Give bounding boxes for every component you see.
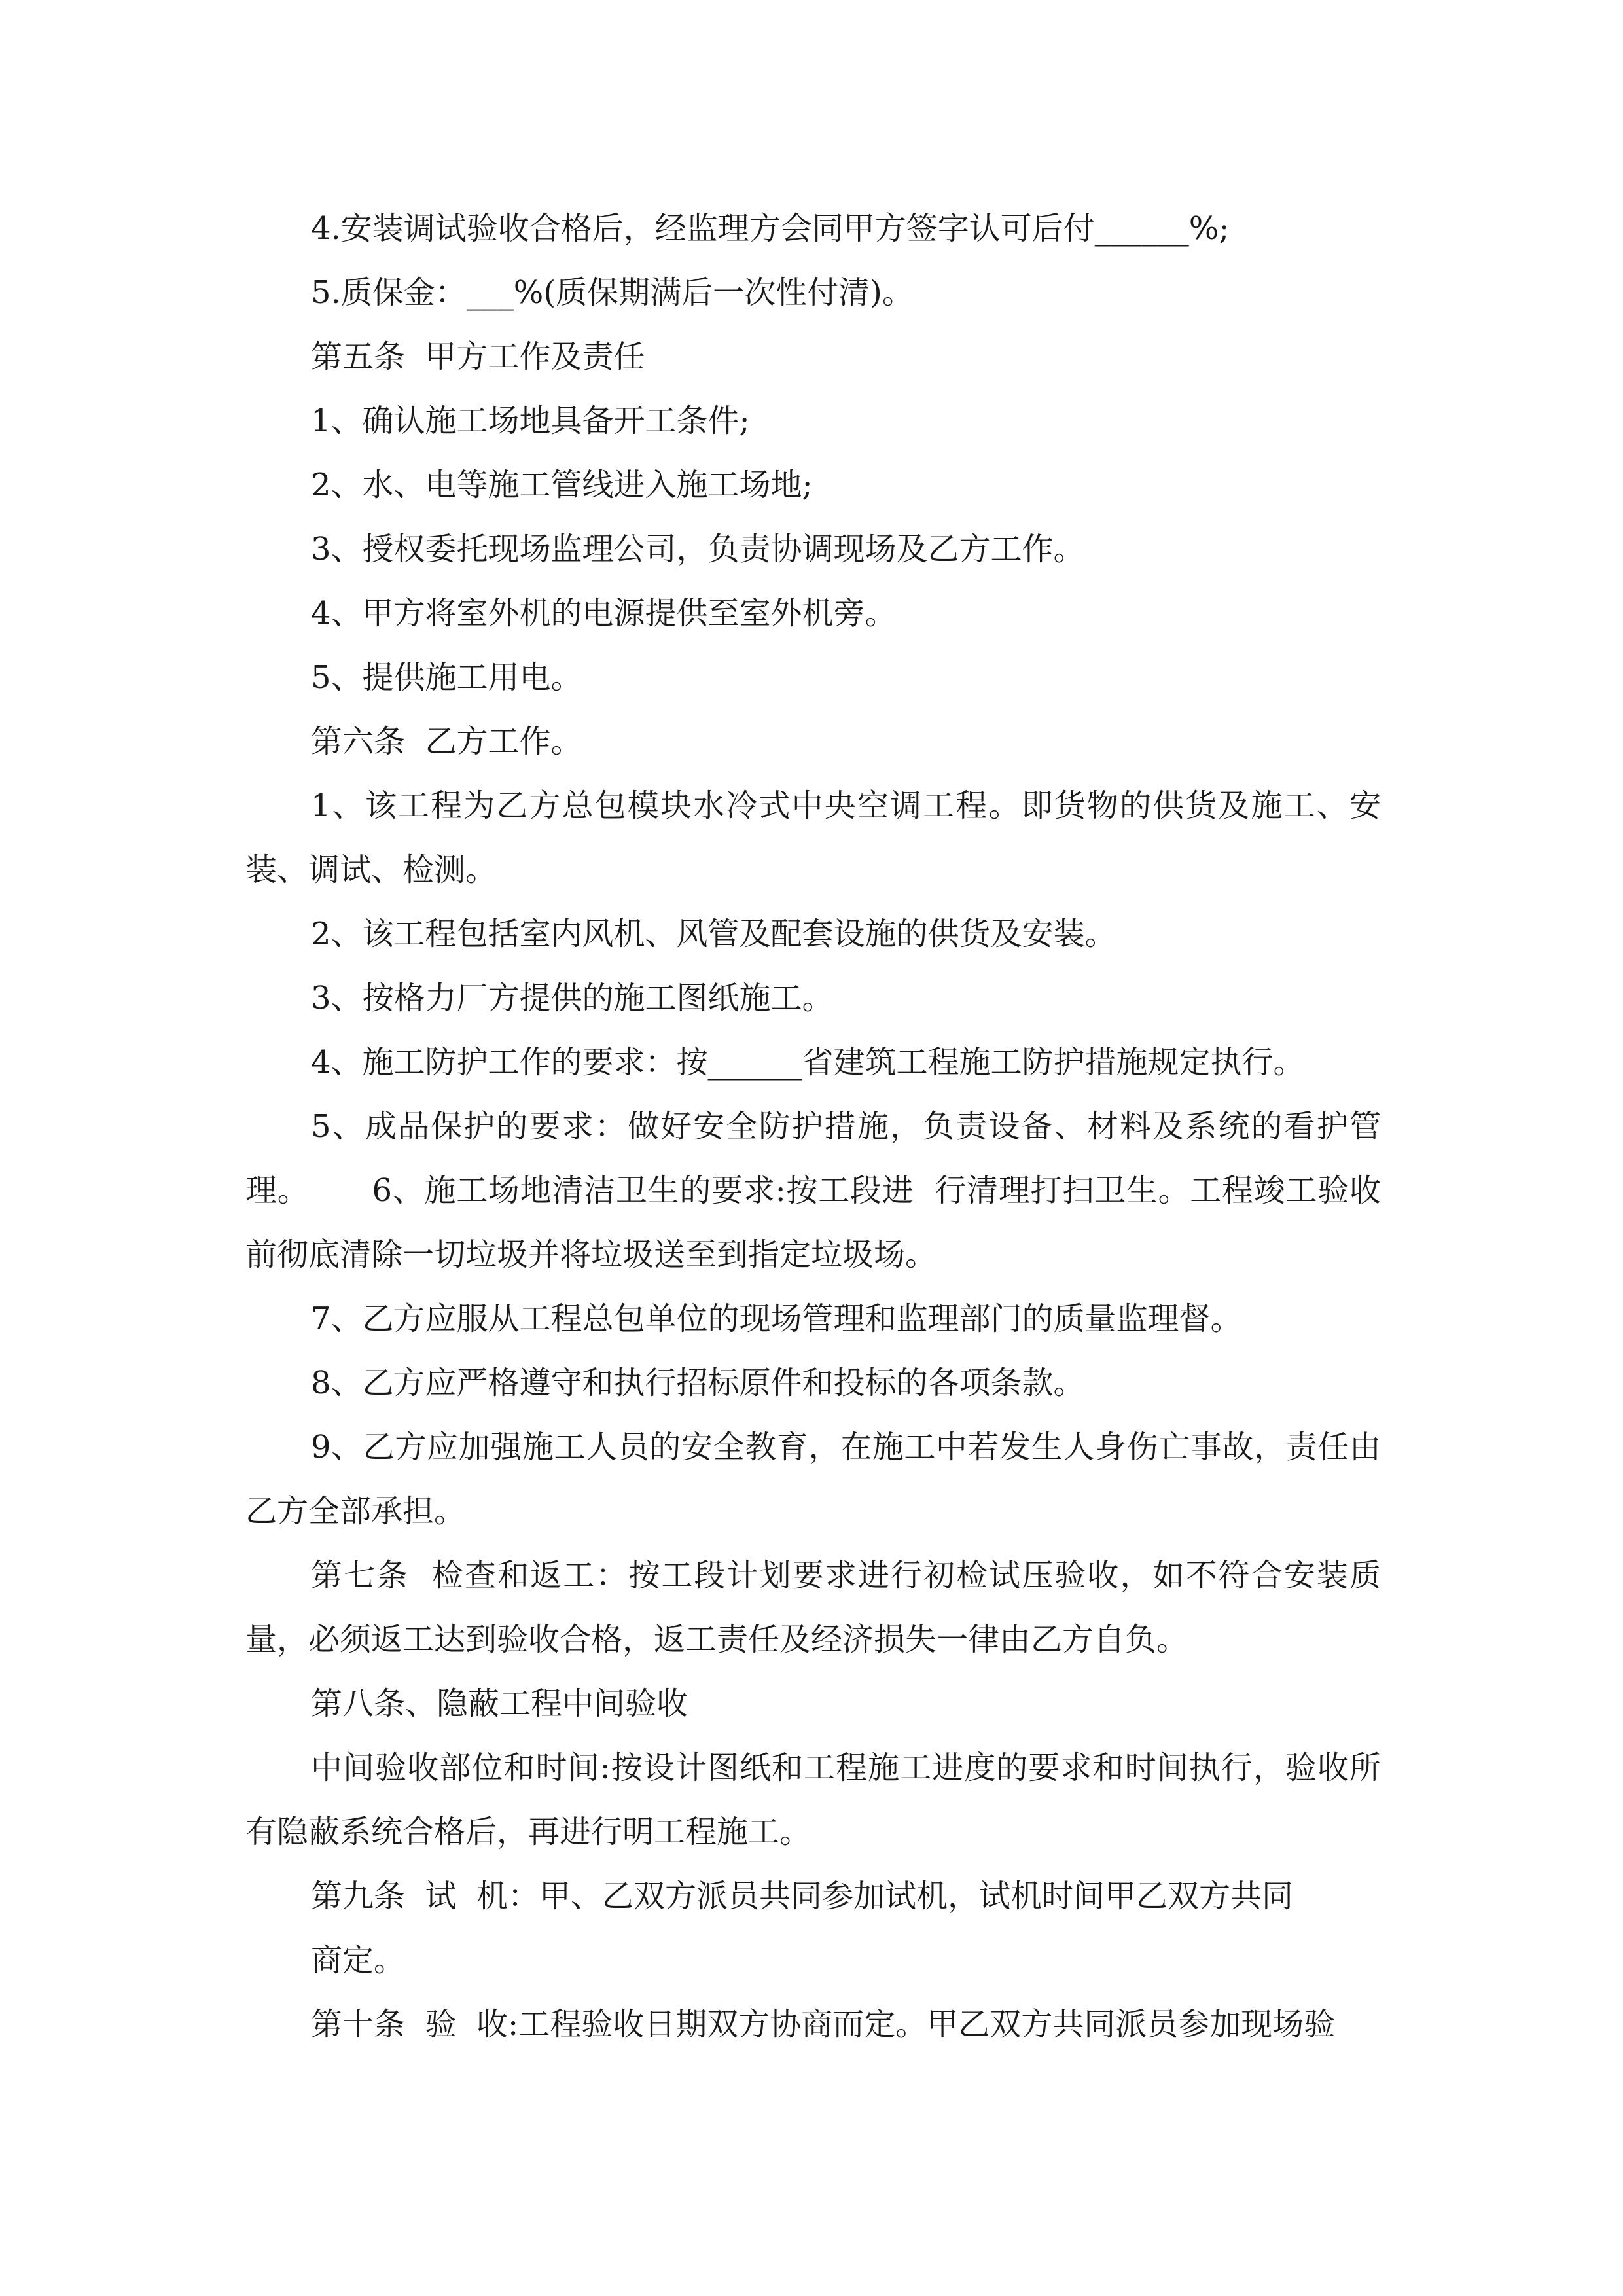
paragraph-payment-4: 4.安装调试验收合格后，经监理方会同甲方签字认可后付______%; [311, 210, 1230, 247]
paragraph-article-9-cont: 商定。 [311, 1942, 406, 1979]
paragraph-article-6-item-8: 8、乙方应严格遵守和执行招标原件和投标的各项条款。 [311, 1365, 1085, 1401]
paragraph-article-5-item-2: 2、水、电等施工管线进入施工场地; [311, 467, 813, 503]
heading-article-6: 第六条 乙方工作。 [311, 723, 582, 760]
paragraph-article-9: 第九条 试 机：甲、乙双方派员共同参加试机，试机时间甲乙双方共同 [311, 1878, 1294, 1914]
paragraph-article-5-item-3: 3、授权委托现场监理公司，负责协调现场及乙方工作。 [311, 531, 1085, 567]
paragraph-article-5-item-4: 4、甲方将室外机的电源提供至室外机旁。 [311, 595, 897, 632]
paragraph-article-6-item-5-6: 5、成品保护的要求：做好安全防护措施，负责设备、材料及系统的看护管理。 6、施工场地清洁卫生的要求:按工段进 行清理打扫卫生。工程竣工验收前彻底清除一切垃圾并将垃圾送至到指定垃圾场。 [245, 1108, 1381, 1273]
paragraph-article-6-item-2: 2、该工程包括室内风机、风管及配套设施的供货及安装。 [311, 916, 1116, 952]
paragraph-article-10: 第十条 验 收:工程验收日期双方协商而定。甲乙双方共同派员参加现场验 [311, 2006, 1336, 2043]
paragraph-article-7: 第七条 检查和返工：按工段计划要求进行初检试压验收，如不符合安装质量，必须返工达到验收合格，返工责任及经济损失一律由乙方自负。 [245, 1557, 1381, 1658]
heading-article-5: 第五条 甲方工作及责任 [311, 338, 645, 375]
paragraph-article-8-body: 中间验收部位和时间:按设计图纸和工程施工进度的要求和时间执行，验收所有隐蔽系统合格后，再进行明工程施工。 [245, 1749, 1381, 1850]
paragraph-article-6-item-1: 1、该工程为乙方总包模块水冷式中央空调工程。即货物的供货及施工、安装、调试、检测。 [245, 787, 1381, 888]
paragraph-article-6-item-3: 3、按格力厂方提供的施工图纸施工。 [311, 980, 834, 1016]
paragraph-article-6-item-7: 7、乙方应服从工程总包单位的现场管理和监理部门的质量监理督。 [311, 1300, 1242, 1337]
heading-article-8: 第八条、隐蔽工程中间验收 [311, 1685, 688, 1722]
paragraph-article-5-item-1: 1、确认施工场地具备开工条件; [311, 403, 750, 439]
paragraph-article-5-item-5: 5、提供施工用电。 [311, 659, 582, 696]
paragraph-article-6-item-4: 4、施工防护工作的要求：按______省建筑工程施工防护措施规定执行。 [311, 1044, 1305, 1081]
paragraph-warranty-deposit: 5.质保金：___%(质保期满后一次性付清)。 [311, 274, 914, 311]
paragraph-article-6-item-9: 9、乙方应加强施工人员的安全教育，在施工中若发生人身伤亡事故，责任由乙方全部承担。 [245, 1429, 1381, 1530]
document-body [245, 196, 1381, 2056]
